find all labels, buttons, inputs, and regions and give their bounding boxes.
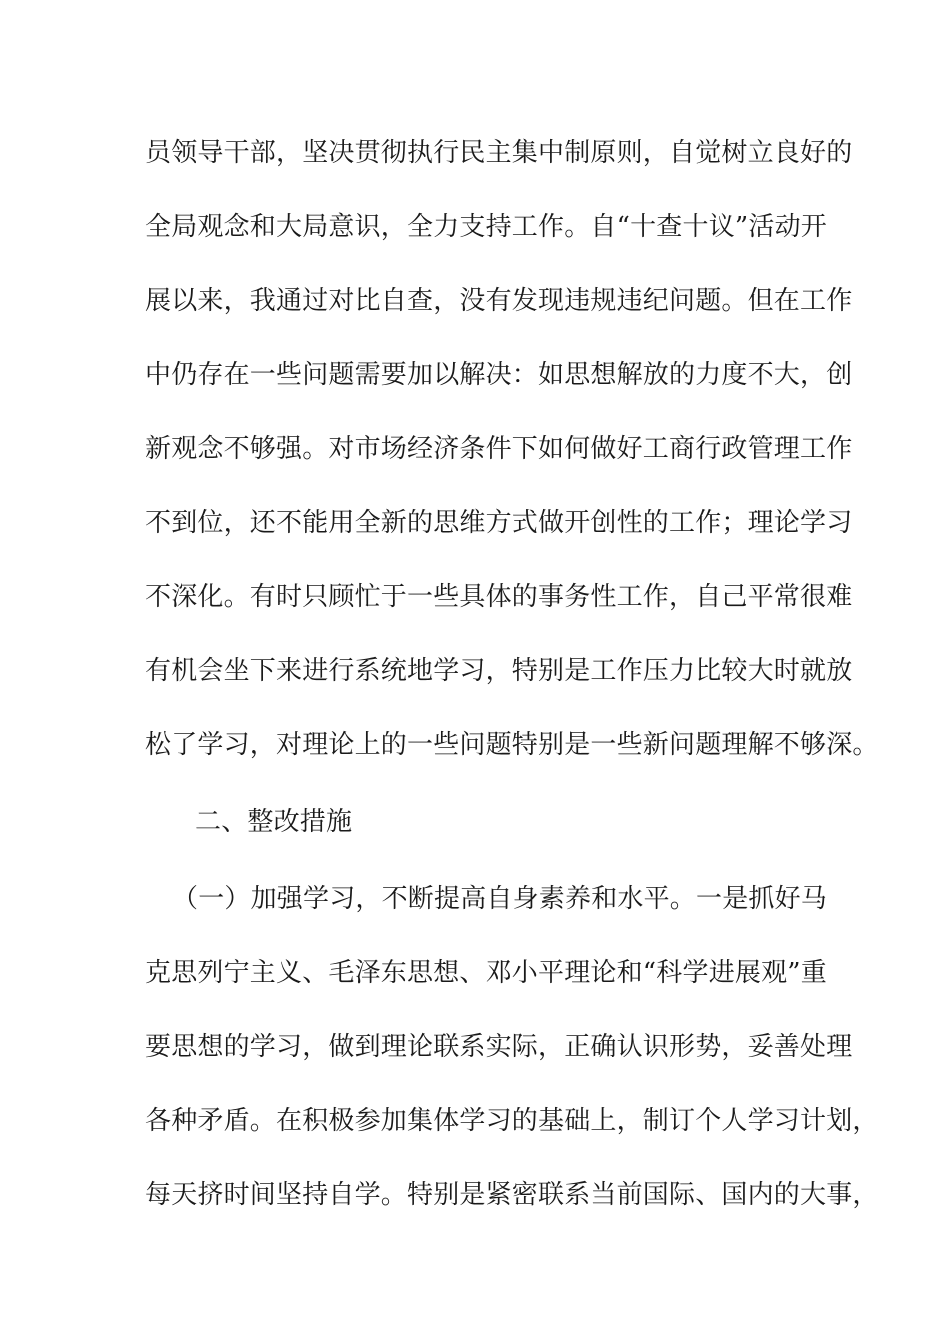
paragraph-line: 全局观念和大局意识，全力支持工作。自“十查十议”活动开 <box>145 212 827 242</box>
paragraph-line: 不到位，还不能用全新的思维方式做开创性的工作；理论学习 <box>145 508 853 538</box>
paragraph-line: 不深化。有时只顾忙于一些具体的事务性工作，自己平常很难 <box>145 582 853 612</box>
paragraph-line: 员领导干部，坚决贯彻执行民主集中制原则，自觉树立良好的 <box>145 138 853 168</box>
paragraph-line: 中仍存在一些问题需要加以解决：如思想解放的力度不大，创 <box>145 360 853 390</box>
paragraph-line: 要思想的学习，做到理论联系实际，正确认识形势，妥善处理 <box>145 1032 853 1062</box>
paragraph-line: 松了学习，对理论上的一些问题特别是一些新问题理解不够深。 <box>145 730 879 760</box>
section-heading: 二、整改措施 <box>195 807 353 837</box>
paragraph-line: 有机会坐下来进行系统地学习，特别是工作压力比较大时就放 <box>145 656 853 686</box>
paragraph-line: 展以来，我通过对比自查，没有发现违规违纪问题。但在工作 <box>145 286 853 316</box>
paragraph-line: 新观念不够强。对市场经济条件下如何做好工商行政管理工作 <box>145 434 853 464</box>
paragraph-line: （一）加强学习，不断提高自身素养和水平。一是抓好马 <box>172 884 828 914</box>
paragraph-line: 克思列宁主义、毛泽东思想、邓小平理论和“科学进展观”重 <box>145 958 827 988</box>
paragraph-line: 各种矛盾。在积极参加集体学习的基础上，制订个人学习计划， <box>145 1106 879 1136</box>
paragraph-line: 每天挤时间坚持自学。特别是紧密联系当前国际、国内的大事， <box>145 1180 879 1210</box>
